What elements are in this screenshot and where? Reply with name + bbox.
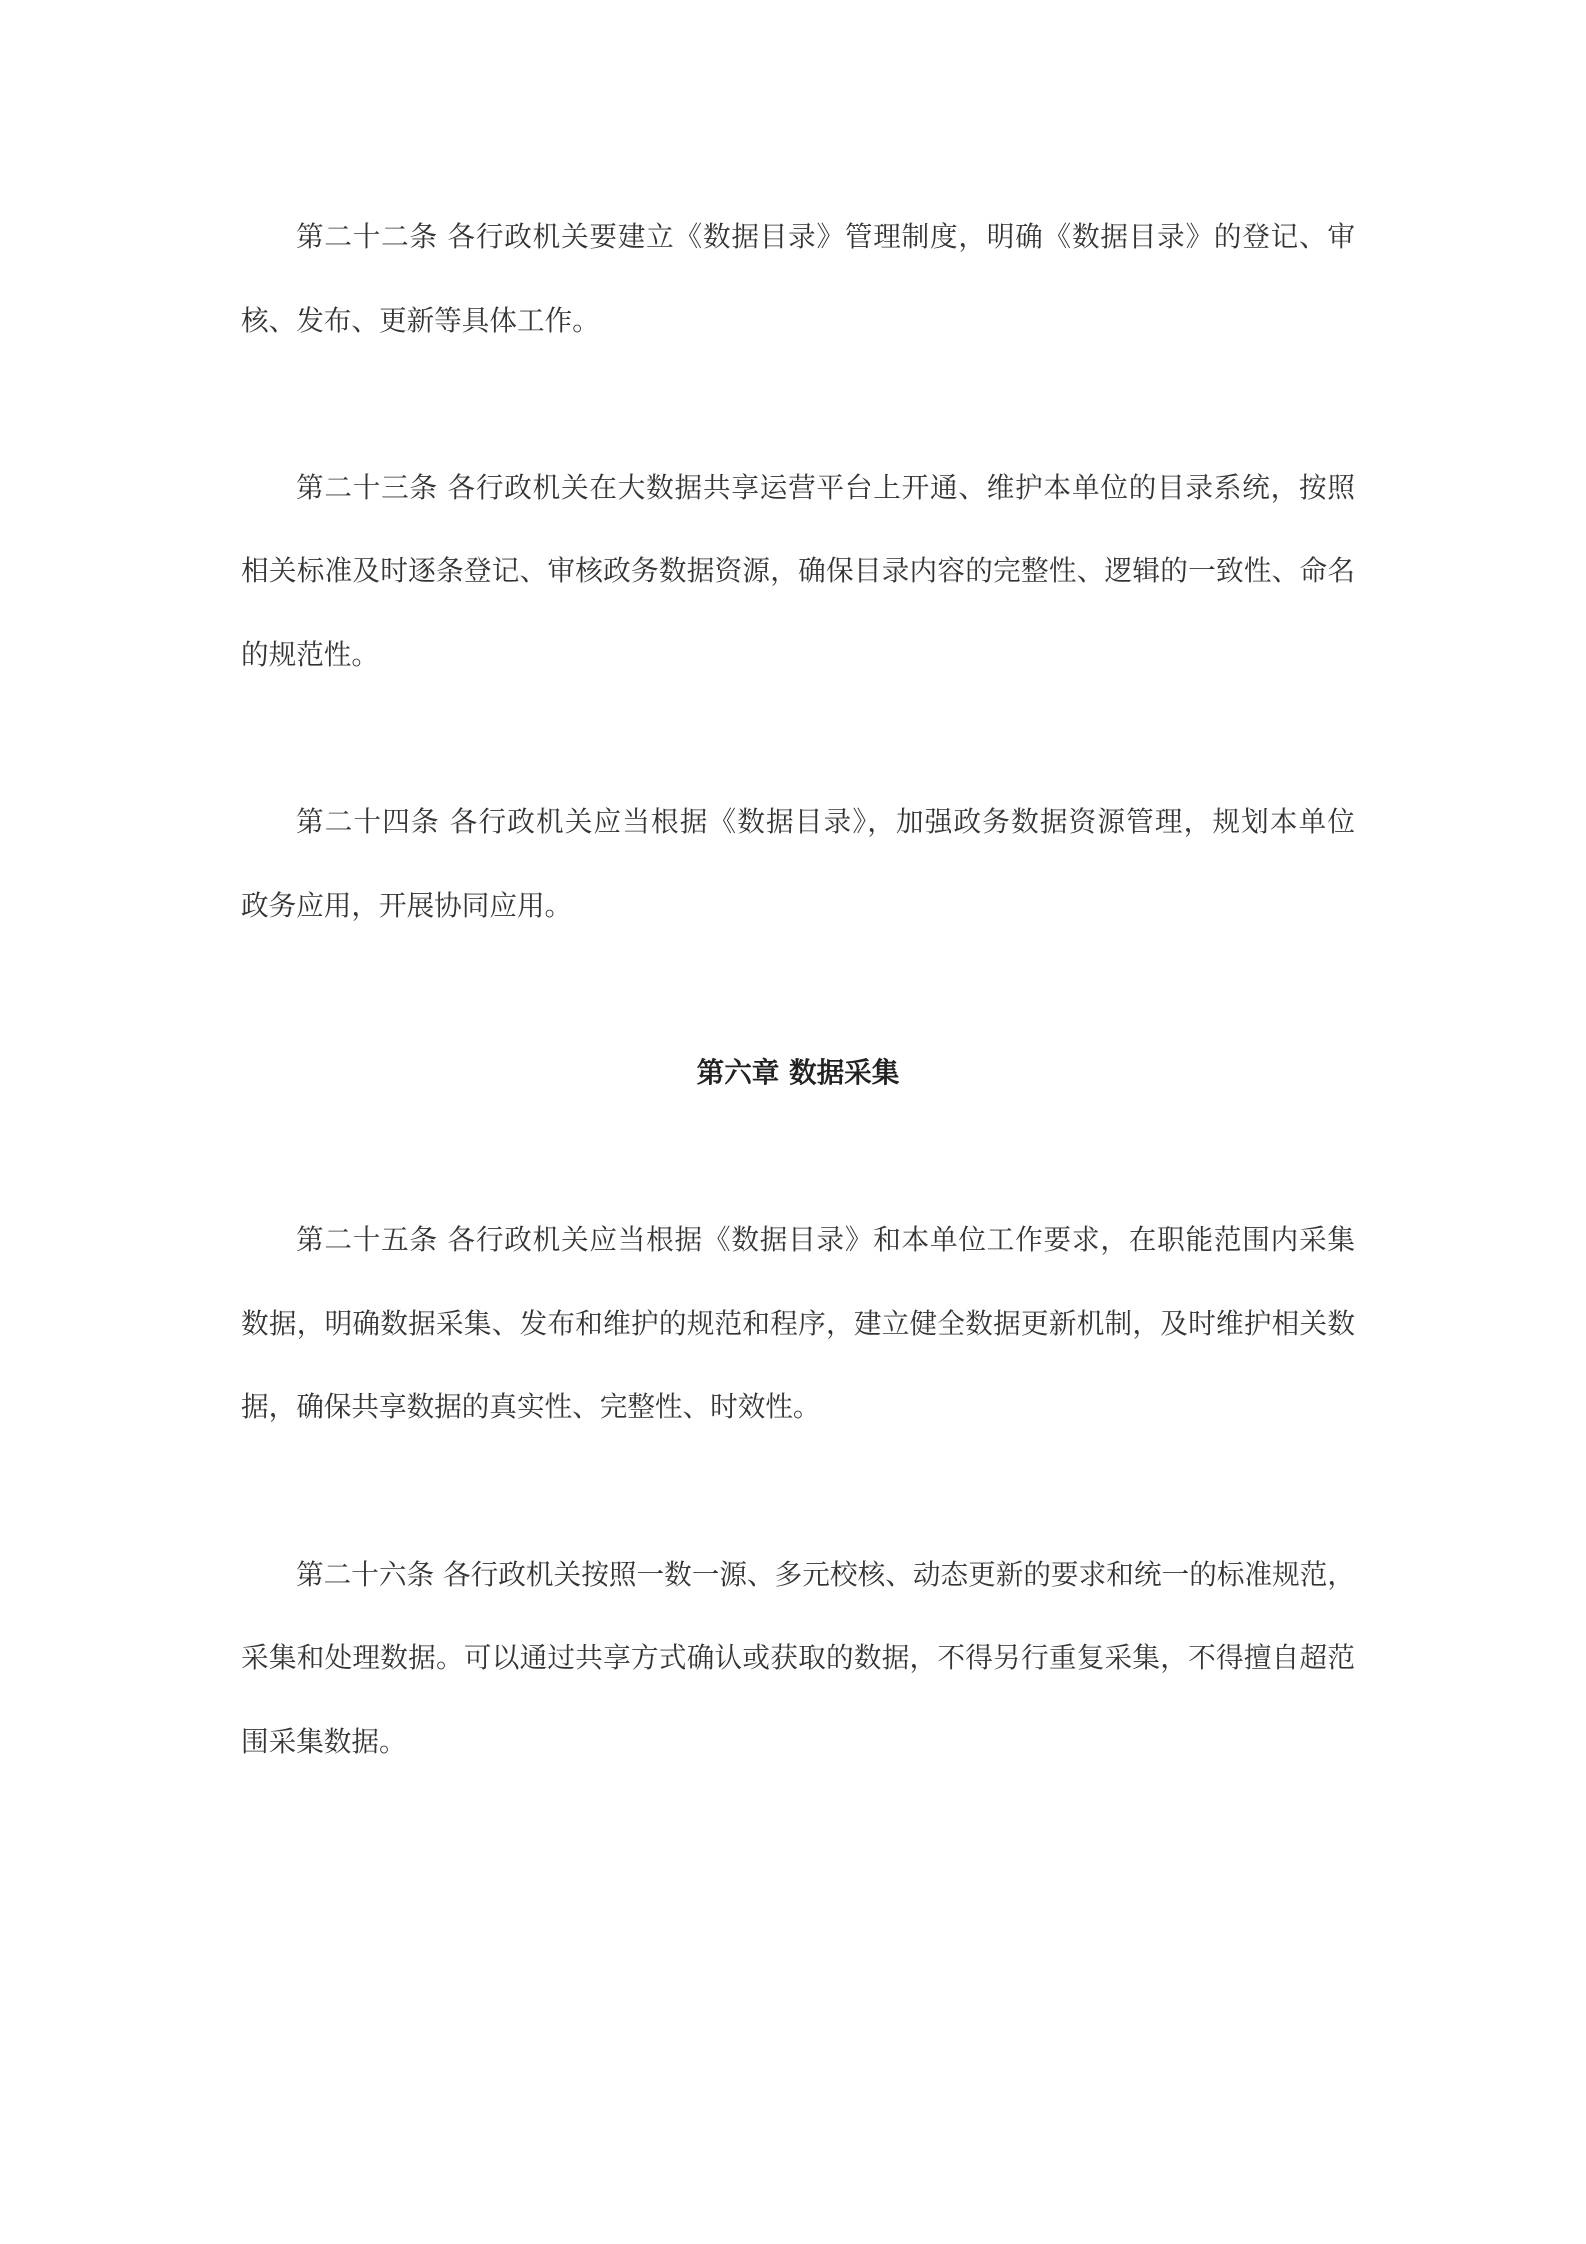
paragraph-line: 据，确保共享数据的真实性、完整性、时效性。	[241, 1390, 821, 1424]
paragraph-line: 核、发布、更新等具体工作。	[241, 303, 600, 337]
paragraph-spacer	[241, 697, 1355, 781]
paragraph-line: 第二十三条 各行政机关在大数据共享运营平台上开通、维护本单位的目录系统，按照	[296, 470, 1355, 504]
paragraph-line: 第二十六条 各行政机关按照一数一源、多元校核、动态更新的要求和统一的标准规范，	[296, 1557, 1355, 1591]
article-paragraph	[241, 195, 1355, 362]
paragraph-line: 数据，明确数据采集、发布和维护的规范和程序，建立健全数据更新机制，及时维护相关数	[241, 1306, 1355, 1340]
article-paragraph	[241, 1198, 1355, 1449]
paragraph-line: 政务应用，开展协同应用。	[241, 888, 573, 922]
paragraph-spacer	[241, 362, 1355, 446]
chapter-heading: 第六章 数据采集	[696, 1055, 900, 1089]
paragraph-spacer	[241, 1449, 1355, 1533]
paragraph-line: 第二十二条 各行政机关要建立《数据目录》管理制度，明确《数据目录》的登记、审	[296, 220, 1355, 253]
paragraph-spacer	[241, 1115, 1355, 1199]
document-body	[241, 195, 1355, 1783]
paragraph-line: 采集和处理数据。可以通过共享方式确认或获取的数据，不得另行重复采集，不得擅自超范	[241, 1641, 1355, 1675]
paragraph-line: 相关标准及时逐条登记、审核政务数据资源，确保目录内容的完整性、逻辑的一致性、命名	[241, 554, 1355, 588]
paragraph-line: 围采集数据。	[241, 1724, 407, 1758]
paragraph-line: 第二十五条 各行政机关应当根据《数据目录》和本单位工作要求，在职能范围内采集	[296, 1223, 1355, 1257]
paragraph-line: 的规范性。	[241, 637, 379, 671]
article-paragraph	[241, 780, 1355, 947]
article-paragraph	[241, 446, 1355, 697]
paragraph-spacer	[241, 947, 1355, 1031]
paragraph-line: 第二十四条 各行政机关应当根据《数据目录》，加强政务数据资源管理，规划本单位	[296, 805, 1355, 839]
article-paragraph	[241, 1533, 1355, 1784]
